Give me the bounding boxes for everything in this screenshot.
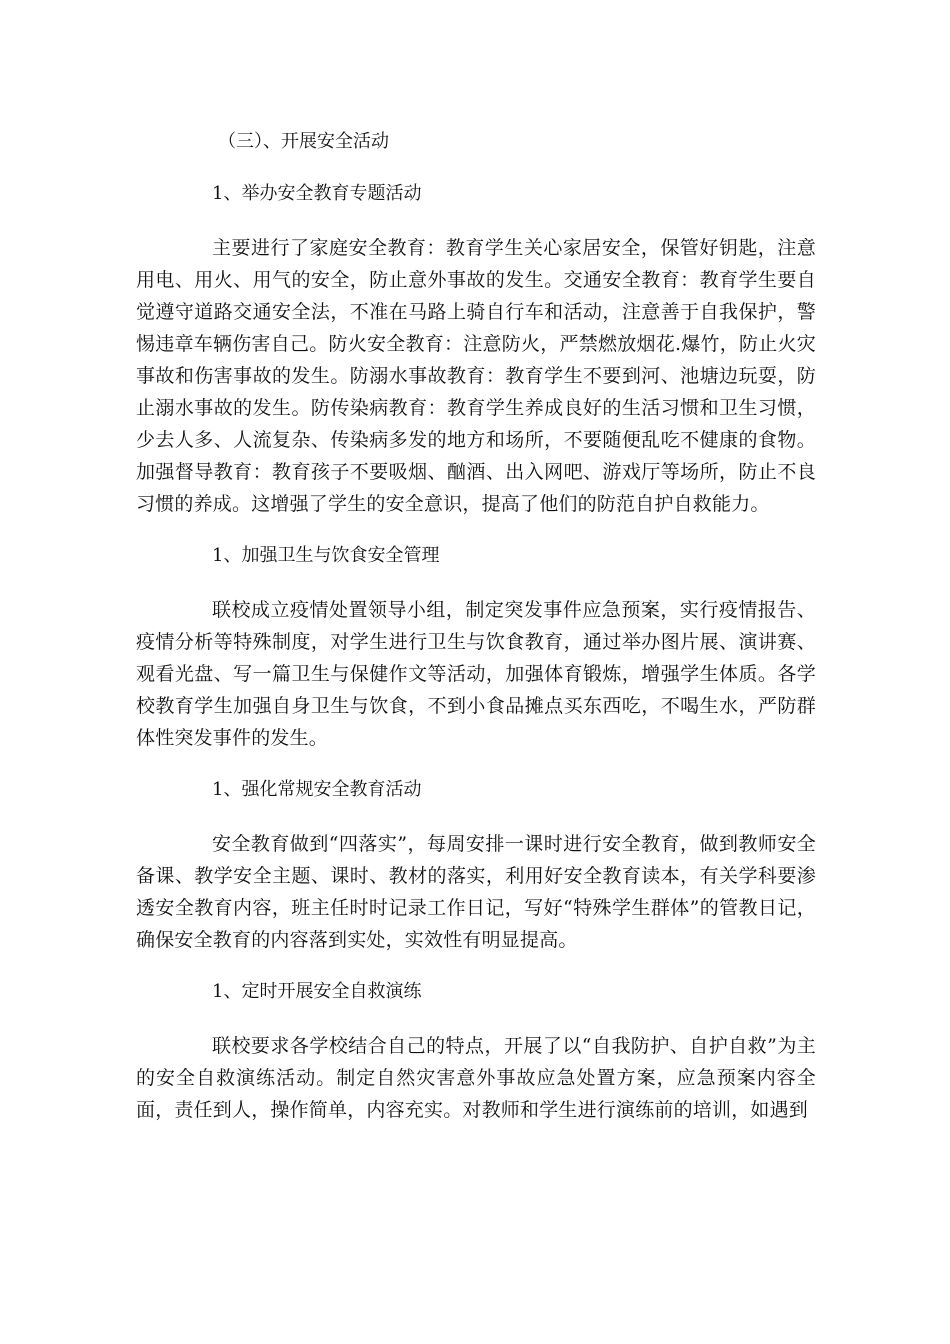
subsection-heading-1: 1、举办安全教育专题活动	[212, 183, 422, 204]
section-heading-main: （三）、开展安全活动	[218, 131, 389, 152]
paragraph-3: 安全教育做到“四落实”，每周安排一课时进行安全教育，做到教师安全备课、教学安全主题、课时、教材的落实，利用好安全教育读本，有关学科要渗透安全教育内容，班主任时时记录工作日记，写好“特殊学生群体”的管教日记，确保安全教育的内容落到实处，实效性有明显提高。	[136, 833, 816, 951]
subsection-heading-3: 1、强化常规安全教育活动	[212, 779, 422, 800]
subsection-heading-2: 1、加强卫生与饮食安全管理	[212, 545, 440, 566]
paragraph-4: 联校要求各学校结合自己的特点，开展了以“自我防护、自护自救”为主的安全自救演练活动。制定自然灾害意外事故应急处置方案，应急预案内容全面，责任到人，操作简单，内容充实。对教师和学生进行演练前的培训，如遇到	[136, 1035, 816, 1121]
paragraph-1: 主要进行了家庭安全教育：教育学生关心家居安全，保管好钥匙，注意用电、用火、用气的安全，防止意外事故的发生。交通安全教育：教育学生要自觉遵守道路交通安全法，不准在马路上骑自行车和活动，注意善于自我保护，警惕违章车辆伤害自己。防火安全教育：注意防火，严禁燃放烟花.爆竹，防止火灾事故和伤害事故的发生。防溺水事故教育：教育学生不要到河、池塘边玩耍，防止溺水事故的发生。防传染病教育：教育学生养成良好的生活习惯和卫生习惯，少去人多、人流复杂、传染病多发的地方和场所，不要随便乱吃不健康的食物。加强督导教育：教育孩子不要吸烟、酗酒、出入网吧、游戏厅等场所，防止不良习惯的养成。这增强了学生的安全意识，提高了他们的防范自护自救能力。	[136, 237, 816, 515]
paragraph-2: 联校成立疫情处置领导小组，制定突发事件应急预案，实行疫情报告、疫情分析等特殊制度，对学生进行卫生与饮食教育，通过举办图片展、演讲赛、观看光盘、写一篇卫生与保健作文等活动，加强体育锻炼，增强学生体质。各学校教育学生加强自身卫生与饮食，不到小食品摊点买东西吃，不喝生水，严防群体性突发事件的发生。	[136, 599, 816, 749]
subsection-heading-4: 1、定时开展安全自救演练	[212, 981, 422, 1002]
document-body	[136, 128, 816, 1126]
